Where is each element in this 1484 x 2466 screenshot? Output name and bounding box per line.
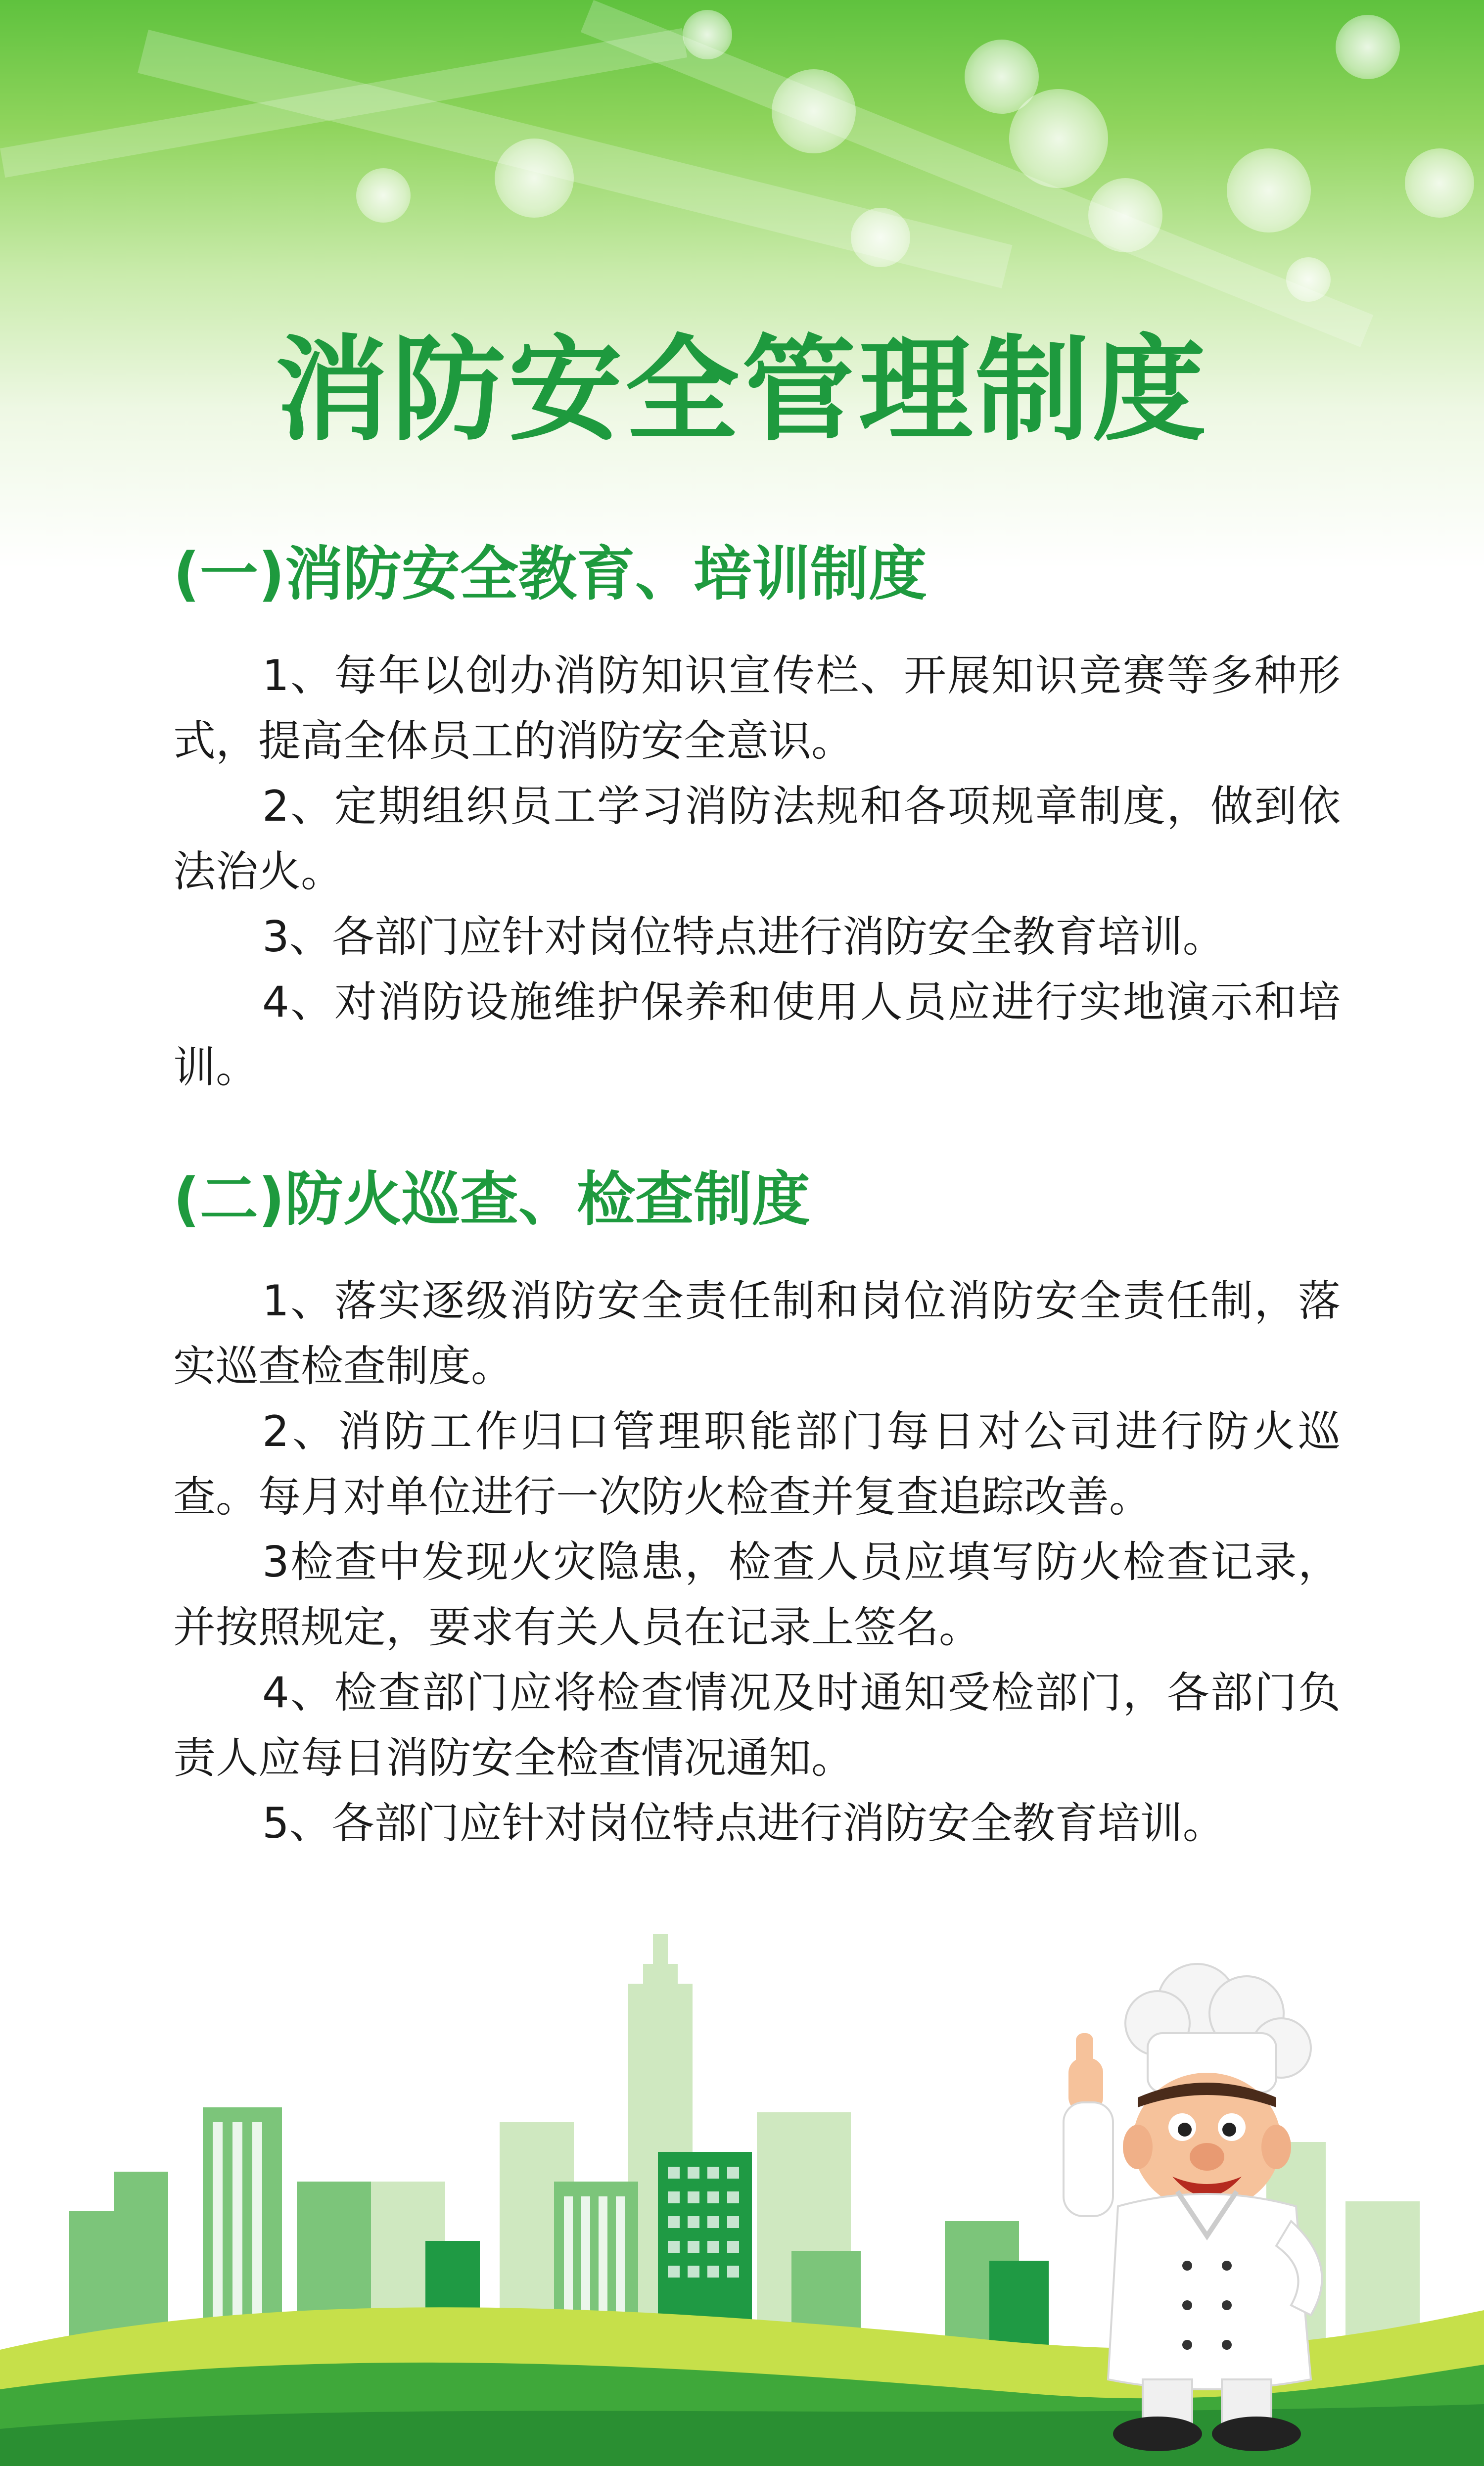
rule-paragraph: 4、检查部门应将检查情况及时通知受检部门，各部门负责人应每日消防安全检查情况通知。	[173, 1668, 1341, 1783]
section-education-training	[173, 534, 1341, 1100]
bokeh-light-icon	[495, 139, 574, 218]
bokeh-light-icon	[1405, 148, 1474, 218]
bokeh-light-icon	[1088, 178, 1162, 252]
bokeh-light-icon	[772, 69, 856, 153]
bokeh-light-icon	[1009, 89, 1108, 188]
page-title: 消防安全管理制度	[275, 325, 1209, 457]
bokeh-light-icon	[851, 208, 910, 267]
bokeh-light-icon	[1227, 148, 1311, 233]
section-heading: (一)消防安全教育、培训制度	[173, 540, 927, 608]
section-patrol-inspection	[173, 1160, 1341, 1856]
header-background	[0, 0, 1484, 569]
rule-paragraph: 1、每年以创办消防知识宣传栏、开展知识竞赛等多种形式，提高全体员工的消防安全意识。	[173, 651, 1341, 766]
rule-paragraph: 5、各部门应针对岗位特点进行消防安全教育培训。	[262, 1799, 1225, 1848]
bokeh-light-icon	[683, 10, 732, 59]
bokeh-light-icon	[356, 168, 411, 223]
rule-paragraph: 1、落实逐级消防安全责任制和岗位消防安全责任制，落实巡查检查制度。	[173, 1276, 1341, 1391]
rule-paragraph: 2、消防工作归口管理职能部门每日对公司进行防火巡查。每月对单位进行一次防火检查并复查追踪改善。	[173, 1407, 1341, 1522]
rule-paragraph: 4、对消防设施维护保养和使用人员应进行实地演示和培训。	[173, 977, 1341, 1092]
bokeh-light-icon	[1286, 257, 1331, 302]
bokeh-light-icon	[1336, 15, 1400, 79]
section-heading: (二)防火巡查、检查制度	[173, 1165, 810, 1233]
content-body	[173, 534, 1341, 1915]
chef-mascot-icon	[1034, 1959, 1380, 2454]
rule-paragraph: 3检查中发现火灾隐患，检查人员应填写防火检查记录，并按照规定，要求有关人员在记录上签名。	[173, 1537, 1341, 1652]
rule-paragraph: 3、各部门应针对岗位特点进行消防安全教育培训。	[262, 912, 1225, 962]
rule-paragraph: 2、定期组织员工学习消防法规和各项规章制度，做到依法治火。	[173, 782, 1341, 896]
